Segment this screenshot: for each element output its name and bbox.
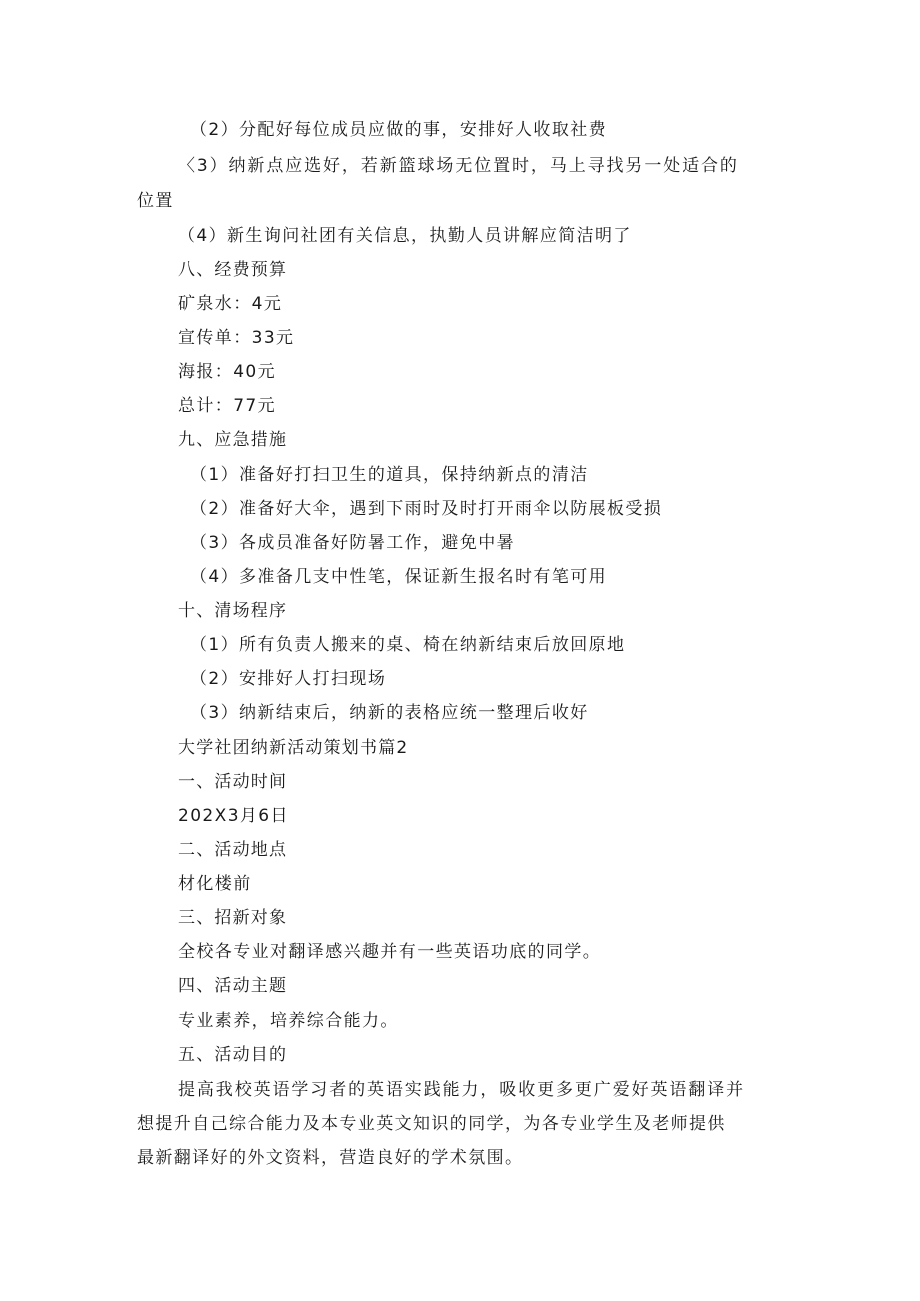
text-line: 想提升自己综合能力及本专业英文知识的同学，为各专业学生及老师提供 (137, 1114, 726, 1134)
text-line: 海报：40元 (178, 362, 277, 382)
text-line: 〈3）纳新点应选好，若新篮球场无位置时，马上寻找另一处适合的 (178, 156, 739, 176)
section-heading: 九、应急措施 (178, 430, 288, 450)
section-heading: 三、招新对象 (178, 908, 288, 928)
text-line: 202X3月6日 (178, 806, 289, 826)
section-heading: 二、活动地点 (178, 840, 288, 860)
section-heading: 一、活动时间 (178, 772, 288, 792)
text-line: （2）准备好大伞，遇到下雨时及时打开雨伞以防展板受损 (190, 499, 663, 519)
text-line: （4）新生询问社团有关信息，执勤人员讲解应简洁明了 (178, 226, 632, 246)
text-line: （4）多准备几支中性笔，保证新生报名时有笔可用 (190, 567, 608, 587)
text-line: （1）准备好打扫卫生的道具，保持纳新点的清洁 (190, 465, 589, 485)
text-line: 材化楼前 (178, 874, 252, 894)
section-heading: 十、清场程序 (178, 601, 288, 621)
text-line: （1）所有负责人搬来的桌、椅在纳新结束后放回原地 (190, 635, 626, 655)
text-line: （3）各成员准备好防暑工作，避免中暑 (190, 533, 516, 553)
text-line: 矿泉水：4元 (178, 294, 283, 314)
text-line: （2）安排好人打扫现场 (190, 669, 387, 689)
section-heading: 四、活动主题 (178, 976, 288, 996)
section-heading: 五、活动目的 (178, 1045, 288, 1065)
text-line: 提高我校英语学习者的英语实践能力，吸收更多更广爱好英语翻译并 (178, 1080, 745, 1100)
text-line: 宣传单：33元 (178, 328, 295, 348)
article-title: 大学社团纳新活动策划书篇2 (178, 738, 409, 758)
text-line: （3）纳新结束后，纳新的表格应统一整理后收好 (190, 703, 589, 723)
text-line: 专业素养，培养综合能力。 (178, 1011, 399, 1031)
section-heading: 八、经费预算 (178, 260, 288, 280)
text-line: 最新翻译好的外文资料，营造良好的学术氛围。 (137, 1148, 524, 1168)
text-line: 位置 (137, 191, 174, 211)
text-line: （2）分配好每位成员应做的事，安排好人收取社费 (190, 120, 608, 140)
text-line: 总计：77元 (178, 396, 277, 416)
text-line: 全校各专业对翻译感兴趣并有一些英语功底的同学。 (178, 942, 602, 962)
